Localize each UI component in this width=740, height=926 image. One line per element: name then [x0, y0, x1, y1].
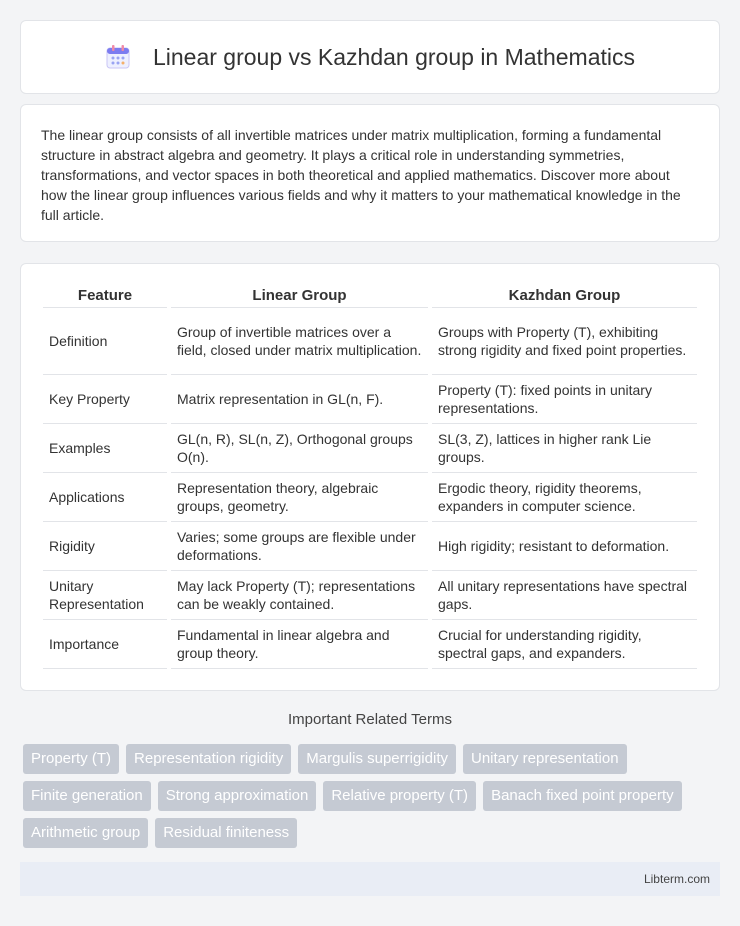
table-row — [43, 308, 697, 375]
kazhdan-group-cell: High rigidity; resistant to deformation. — [432, 522, 697, 571]
kazhdan-group-cell: SL(3, Z), lattices in higher rank Lie groups. — [432, 424, 697, 473]
feature-cell: Importance — [43, 620, 167, 669]
table-row — [43, 424, 697, 473]
feature-cell: Rigidity — [43, 522, 167, 571]
related-term-tag[interactable]: Residual finiteness — [155, 818, 297, 848]
intro-text: The linear group consists of all invertible matrices under matrix multiplication, forming a fundamental structure in abstract algebra and geometry. It plays a critical role in understanding symmetries, transformations, and vector spaces in both theoretical and applied mathematics. Discover more about how the linear group influences various fields and why it matters to your mathematical knowledge in the full article. — [41, 127, 681, 223]
table-row — [43, 571, 697, 620]
title-card — [20, 20, 720, 94]
related-term-tag[interactable]: Representation rigidity — [126, 744, 291, 774]
related-term-tag[interactable]: Unitary representation — [463, 744, 627, 774]
related-term-tag[interactable]: Finite generation — [23, 781, 151, 811]
kazhdan-group-cell: Property (T): fixed points in unitary representations. — [432, 375, 697, 424]
comparison-table — [39, 286, 701, 669]
kazhdan-group-cell: Groups with Property (T), exhibiting strong rigidity and fixed point properties. — [432, 308, 697, 375]
feature-cell: Unitary Representation — [43, 571, 167, 620]
feature-cell: Examples — [43, 424, 167, 473]
comparison-table-card — [20, 263, 720, 691]
header-linear-group: Linear Group — [171, 286, 428, 308]
header-kazhdan-group: Kazhdan Group — [432, 286, 697, 308]
related-terms-list — [23, 744, 723, 855]
linear-group-cell: Varies; some groups are flexible under deformations. — [171, 522, 428, 571]
related-term-tag[interactable]: Margulis superrigidity — [298, 744, 456, 774]
intro-card — [20, 104, 720, 242]
header-feature: Feature — [43, 286, 167, 308]
linear-group-cell: Group of invertible matrices over a field, closed under matrix multiplication. — [171, 308, 428, 375]
related-terms-title: Important Related Terms — [288, 711, 452, 728]
table-row — [43, 473, 697, 522]
kazhdan-group-cell: Ergodic theory, rigidity theorems, expanders in computer science. — [432, 473, 697, 522]
table-row — [43, 522, 697, 571]
footer — [20, 862, 720, 896]
table-row — [43, 620, 697, 669]
table-row — [43, 375, 697, 424]
kazhdan-group-cell: All unitary representations have spectral gaps. — [432, 571, 697, 620]
kazhdan-group-cell: Crucial for understanding rigidity, spectral gaps, and expanders. — [432, 620, 697, 669]
feature-cell: Applications — [43, 473, 167, 522]
linear-group-cell: Matrix representation in GL(n, F). — [171, 375, 428, 424]
feature-cell: Key Property — [43, 375, 167, 424]
related-term-tag[interactable]: Relative property (T) — [323, 781, 476, 811]
linear-group-cell: Representation theory, algebraic groups, geometry. — [171, 473, 428, 522]
related-term-tag[interactable]: Banach fixed point property — [483, 781, 682, 811]
related-term-tag[interactable]: Strong approximation — [158, 781, 317, 811]
calendar-icon — [105, 44, 131, 70]
linear-group-cell: Fundamental in linear algebra and group theory. — [171, 620, 428, 669]
linear-group-cell: GL(n, R), SL(n, Z), Orthogonal groups O(n). — [171, 424, 428, 473]
footer-site-link[interactable]: Libterm.com — [643, 872, 710, 886]
table-header-row — [43, 286, 697, 308]
related-term-tag[interactable]: Property (T) — [23, 744, 119, 774]
related-term-tag[interactable]: Arithmetic group — [23, 818, 148, 848]
page-title: Linear group vs Kazhdan group in Mathematics — [152, 43, 635, 70]
linear-group-cell: May lack Property (T); representations can be weakly contained. — [171, 571, 428, 620]
feature-cell: Definition — [43, 308, 167, 375]
